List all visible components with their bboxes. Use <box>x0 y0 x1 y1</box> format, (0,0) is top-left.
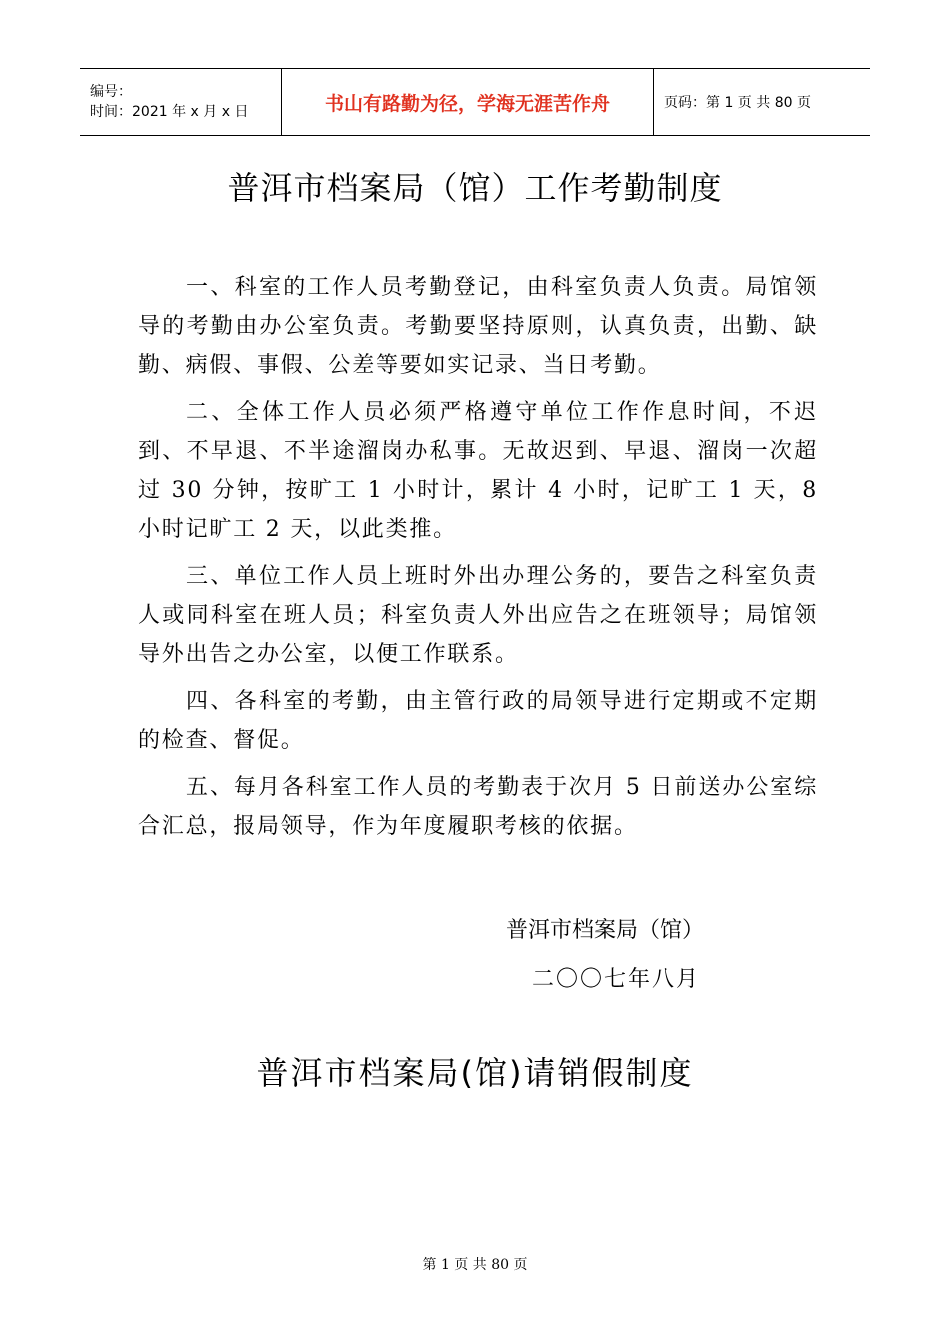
second-document-title: 普洱市档案局(馆)请销假制度 <box>256 1054 694 1092</box>
time-label: 时间：2021 年 x 月 x 日 <box>90 104 249 120</box>
paragraph: 四、各科室的考勤，由主管行政的局领导进行定期或不定期的检查、督促。 <box>138 689 818 753</box>
number-label: 编号： <box>90 84 132 100</box>
paragraph: 一、科室的工作人员考勤登记，由科室负责人负责。局馆领导的考勤由办公室负责。考勤要坚持原则，认真负责，出勤、缺勤、病假、事假、公差等要如实记录、当日考勤。 <box>138 275 818 378</box>
signature-organization: 普洱市档案局（馆） <box>506 918 705 943</box>
page-info: 页码：第 1 页 共 80 页 <box>664 95 811 111</box>
signature-date: 二〇〇七年八月 <box>532 967 701 992</box>
header-motto-cell <box>282 69 654 135</box>
paragraph: 五、每月各科室工作人员的考勤表于次月 5 日前送办公室综合汇总，报局领导，作为年度履职考核的依据。 <box>138 775 818 839</box>
document-title: 普洱市档案局（馆）工作考勤制度 <box>227 169 723 207</box>
paragraph: 三、单位工作人员上班时外出办理公务的，要告之科室负责人或同科室在班人员；科室负责人外出应告之在班领导；局馆领导外出告之办公室，以便工作联系。 <box>138 564 818 667</box>
header-meta-cell <box>80 69 282 135</box>
page-footer: 第 1 页 共 80 页 <box>422 1257 528 1273</box>
document-body <box>138 268 818 854</box>
page-header <box>80 68 870 136</box>
header-page-cell <box>654 69 870 135</box>
paragraph: 二、全体工作人员必须严格遵守单位工作作息时间，不迟到、不早退、不半途溜岗办私事。无故迟到、早退、溜岗一次超过 30 分钟，按旷工 1 小时计，累计 4 小时，记旷工 1 天，8 小时记旷工 2 天，以此类推。 <box>138 400 818 542</box>
motto-text: 书山有路勤为径，学海无涯苦作舟 <box>324 92 610 115</box>
